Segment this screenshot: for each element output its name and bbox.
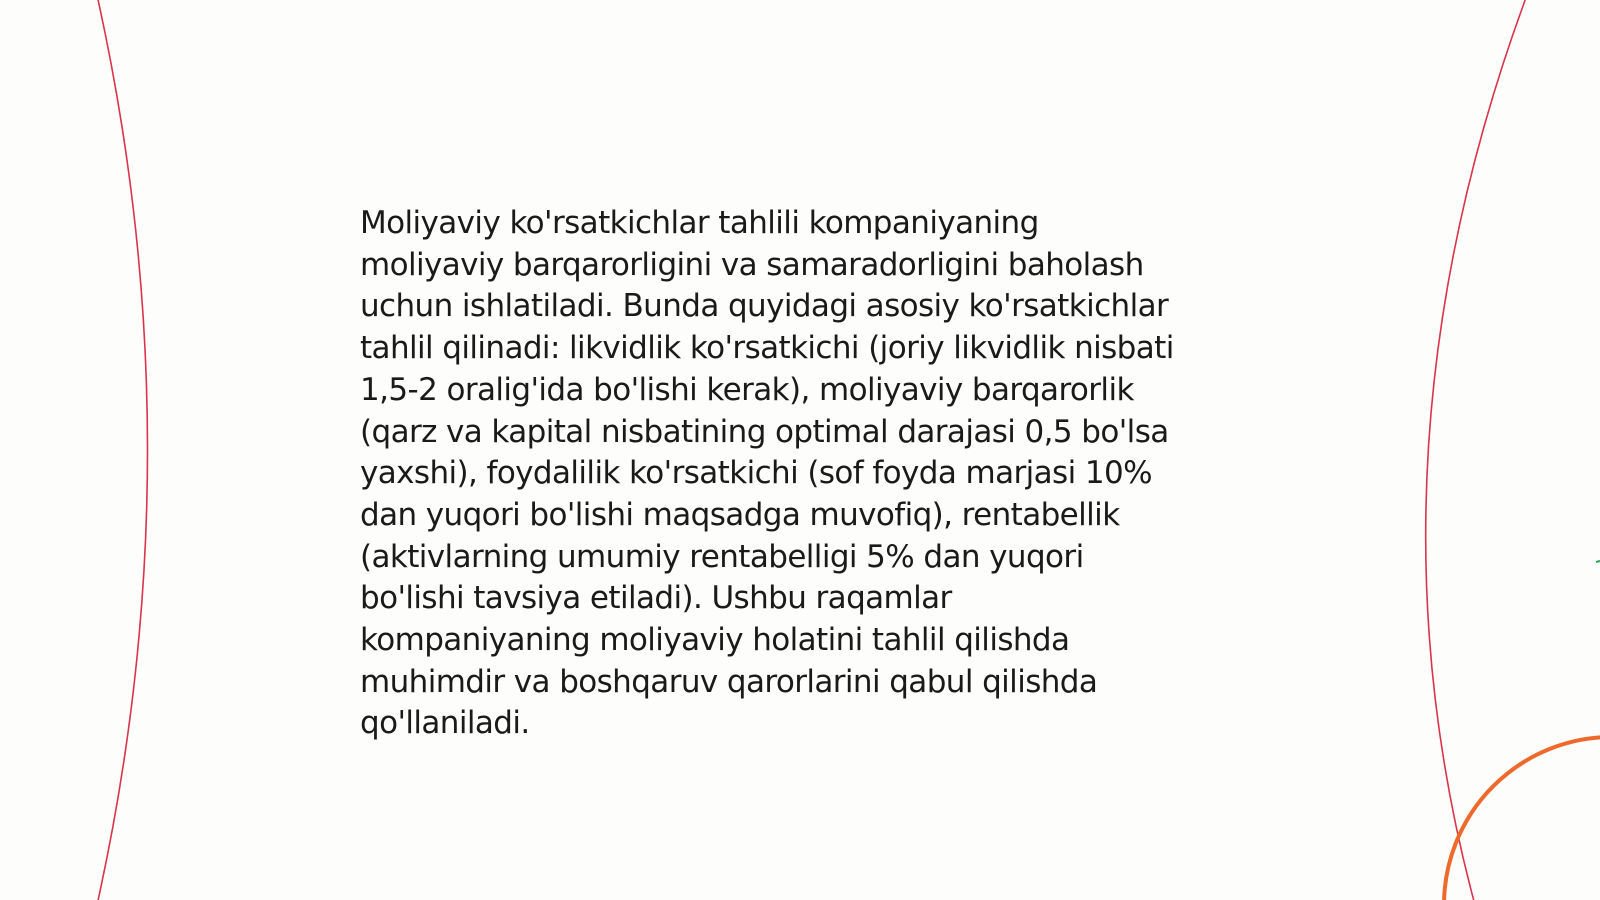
green-edge-mark: [1596, 561, 1600, 562]
right-arc-line: [1426, 0, 1527, 900]
body-paragraph: Moliyaviy ko'rsatkichlar tahlili kompaniyaning moliyaviy barqarorligini va samaradorligini baholash uchun ishlatiladi. Bunda quyidagi asosiy ko'rsatkichlar tahlil qilinadi: likvidlik ko'rsatkichi (joriy likvidlik nisbati 1,5-2 oralig'ida bo'lishi kerak), moliyaviy barqarorlik (qarz va kapital nisbatining optimal darajasi 0,5 bo'lsa yaxshi), foydalilik ko'rsatkichi (sof foyda marjasi 10% dan yuqori bo'lishi maqsadga muvofiq), rentabellik (aktivlarning umumiy rentabelligi 5% dan yuqori bo'lishi tavsiya etiladi). Ushbu raqamlar kompaniyaning moliyaviy holatini tahlil qilishda muhimdir va boshqaruv qarorlarini qabul qilishda qo'llaniladi.: [360, 205, 1174, 742]
left-arc-line: [97, 0, 148, 900]
